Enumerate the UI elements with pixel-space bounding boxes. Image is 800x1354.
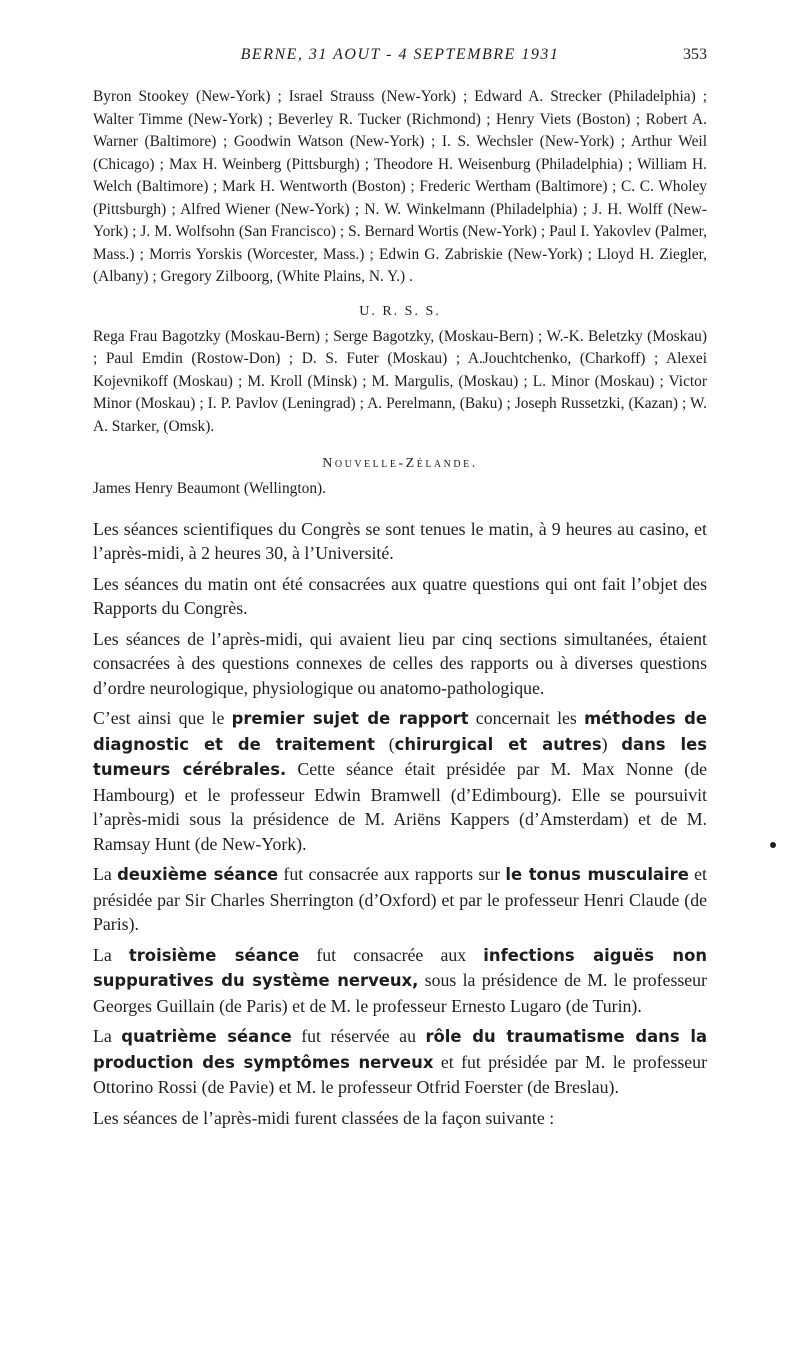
paragraph-deuxieme-seance <box>93 862 707 937</box>
paragraph-seances-apres-midi: Les séances de l’après-midi, qui avaient lieu par cinq sections simultanées, étaient consacrées à des questions connexes de celles des rapports ou à diverses questions d’ordre neurologique, physiologique ou anatomo-pathologique. <box>93 628 707 698</box>
emphasis-deuxieme-seance: deuxième séance <box>117 865 279 884</box>
page-number: 353 <box>683 46 707 63</box>
emphasis-traumatisme: rôle du traumatisme dans la production des symptômes nerveux <box>93 1027 708 1072</box>
emphasis-methodes: méthodes de diagnostic et de traitement <box>93 709 707 754</box>
emphasis-chirurgical: chirurgical et autres <box>394 734 602 754</box>
paragraph-quatrieme-seance <box>93 1024 707 1100</box>
section-heading-urss: U. R. S. S. <box>359 303 441 319</box>
text-run: ( <box>375 733 395 754</box>
participants-list-urss: Regа Frau Bagotzky (Moskau-Bern) ; Serge Bagotzky, (Moskau-Bern) ; W.-K. Beletzky (Moskau) ; Paul Emdin (Rostow-Don) ; D. S. Futer (Moskau) ; A.Jouchtchenko, (Charkoff) ; Alexei Kojevnikoff (Moskau) ; M. Kroll (Minsk) ; M. Margulis, (Moskau) ; L. Minor (Moskau) ; Victor Minor (Moskau) ; I. P. Pavlov (Leningrad) ; A. Perelmann, (Baku) ; Joseph Russetzki, (Kazan) ; W. A. Starker, (Omsk). <box>93 327 707 435</box>
emphasis-quatrieme-seance: quatrième séance <box>121 1027 292 1046</box>
text-run: concernait les <box>468 708 585 728</box>
text-run: La <box>93 1026 122 1046</box>
page-body <box>93 86 707 1130</box>
running-header <box>0 46 800 70</box>
paragraph-premier-sujet <box>93 706 707 856</box>
text-run: La <box>93 944 129 965</box>
text-run: et présidée par Sir Charles Sherrington (d’Oxford) et par le professeur Henri Claude (de Paris). <box>93 864 707 934</box>
emphasis-troisieme-seance: troisième séance <box>128 945 300 965</box>
text-run: sous la présidence de M. le professeur Georges Guillain (de Paris) et de M. le professeur Ernesto Lugaro (de Turin). <box>93 970 707 1016</box>
emphasis-tumeurs: dans les tumeurs cérébrales. <box>93 734 707 779</box>
text-run: fut réservée au <box>291 1026 426 1046</box>
emphasis-premier-sujet: premier sujet de rapport <box>231 709 469 728</box>
participants-list-usa: Byron Stookey (New-York) ; Israel Strauss (New-York) ; Edward A. Strecker (Philadelphia) ; Walter Timme (New-York) ; Beverley R. Tucker (Richmond) ; Henry Viets (Boston) ; Robert A. Warner (Baltimore) ; Goodwin Watson (New-York) ; I. S. Wechsler (New-York) ; Arthur Weil (Chicago) ; Max H. Weinberg (Pittsburgh) ; Theodore H. Weisenburg (Philadelphia) ; William H. Welch (Baltimore) ; Mark H. Wentworth (Boston) ; Frederic Wertham (Baltimore) ; C. C. Wholey (Pittsburgh) ; Alfred Wiener (New-York) ; N. W. Winkelmann (Philadelphia) ; J. H. Wolff (New-York) ; J. M. Wolfsohn (San Francisco) ; S. Bernard Wortis (New-York) ; Paul I. Yakovlev (Palmer, Mass.) ; Morris Yorskis (Worcester, Mass.) ; Edwin G. Zabriskie (New-York) ; Lloyd H. Ziegler, (Albany) ; Gregory Zilboorg, (White Plains, N. Y.) . <box>93 88 707 285</box>
header-title: BERNE, 31 AOUT - 4 SEPTEMBRE 1931 <box>240 46 560 63</box>
text-run: La <box>93 864 118 884</box>
paragraph-troisieme-seance <box>93 943 707 1019</box>
text-run: fut consacrée aux <box>299 944 484 965</box>
paragraph-seances-horaires: Les séances scientifiques du Congrès se sont tenues le matin, à 9 heures au casino, et l’après-midi, à 2 heures 30, à l’Université. <box>93 518 707 563</box>
participants-list-nouvelle-zelande: James Henry Beaumont (Wellington). <box>93 480 326 497</box>
paragraph-seances-matin: Les séances du matin ont été consacrées aux quatre questions qui ont fait l’objet des Rapports du Congrès. <box>93 573 707 618</box>
emphasis-infections: infections aiguës non suppuratives du système nerveux, <box>93 945 708 990</box>
paragraph-classement: Les séances de l’après-midi furent classées de la façon suivante : <box>93 1107 555 1128</box>
margin-dot <box>770 842 776 848</box>
text-run: fut consacrée aux rapports sur <box>278 864 506 884</box>
section-heading-nouvelle-zelande: Nouvelle-Zélande. <box>322 456 478 471</box>
text-run: et fut présidée par M. le professeur Ottorino Rossi (de Pavie) et M. le professeur Otfrid Foerster (de Breslau). <box>93 1051 707 1097</box>
emphasis-tonus: le tonus musculaire <box>505 865 689 884</box>
text-run: Cette séance était présidée par M. Max Nonne (de Hambourg) et le professeur Edwin Bramwell (d’Edimbourg). Elle se poursuivit l’après-midi sous la présidence de M. Ariëns Kappers (d’Amsterdam) et de M. Ramsay Hunt (de New-York). <box>93 759 707 854</box>
text-run: ) <box>601 733 622 754</box>
text-run: C’est ainsi que le <box>93 708 232 728</box>
